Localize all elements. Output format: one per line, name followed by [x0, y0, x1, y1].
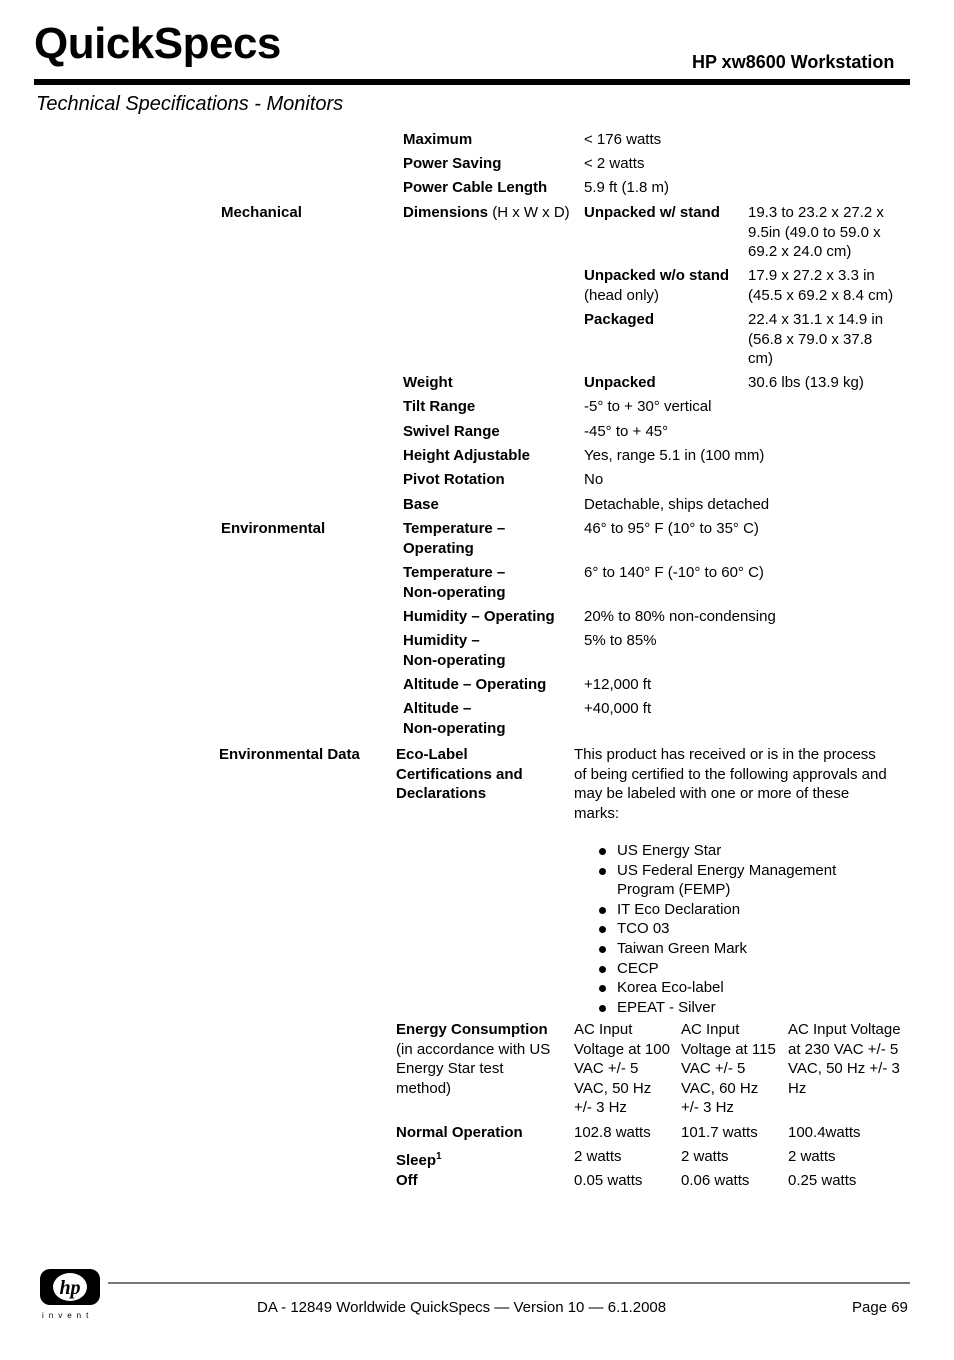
sleep-value-230v: 2 watts [788, 1148, 836, 1165]
label-line: Certifications and [396, 765, 523, 783]
swivel-label: Swivel Range [403, 423, 500, 440]
col-line: VAC +/- 5 [681, 1060, 746, 1078]
sleep-value-100v: 2 watts [574, 1148, 622, 1165]
footer-doc-info: DA - 12849 Worldwide QuickSpecs — Version 10 — 6.1.2008 [257, 1299, 667, 1316]
height-value: Yes, range 5.1 in (100 mm) [584, 447, 765, 464]
value-line: 19.3 to 23.2 x 27.2 x [748, 204, 884, 221]
off-label: Off [396, 1172, 418, 1189]
energy-column-115v [681, 1020, 776, 1118]
normal-value-100v: 102.8 watts [574, 1124, 651, 1141]
col-line: at 230 VAC +/- 5 [788, 1040, 899, 1058]
sleep-value-115v: 2 watts [681, 1148, 729, 1165]
label-line: Temperature – [403, 520, 506, 537]
normal-value-230v: 100.4watts [788, 1124, 861, 1141]
value-line: 17.9 x 27.2 x 3.3 in [748, 267, 875, 284]
spec-label: Power Cable Length [403, 179, 548, 196]
dimensions-label [403, 203, 570, 223]
hum-op-label: Humidity – Operating [403, 608, 555, 625]
label-line: Humidity – [403, 632, 480, 649]
spec-value: < 2 watts [584, 155, 645, 172]
label-line: Declarations [396, 785, 487, 803]
label-line: Eco-Label [396, 746, 468, 763]
header-rule [34, 79, 910, 85]
dimensions-note: (H x W x D) [488, 204, 570, 221]
category-mechanical: Mechanical [221, 204, 302, 221]
normal-operation-label: Normal Operation [396, 1124, 523, 1141]
normal-value-115v: 101.7 watts [681, 1124, 758, 1141]
value-line: (56.8 x 79.0 x 37.8 [748, 330, 873, 348]
page-number: Page 69 [852, 1299, 908, 1316]
text-line: marks: [574, 804, 619, 822]
sleep-label [396, 1147, 442, 1171]
hum-op-value: 20% to 80% non-condensing [584, 608, 776, 625]
temp-nonop-label [403, 563, 506, 602]
spec-label: Power Saving [403, 155, 502, 172]
off-value-115v: 0.06 watts [681, 1172, 750, 1189]
energy-column-100v [574, 1020, 670, 1118]
logo-text: hp [59, 1277, 81, 1299]
list-item-line: US Federal Energy Management [617, 861, 837, 879]
tilt-value: -5° to + 30° vertical [584, 398, 712, 415]
col-line: +/- 3 Hz [681, 1099, 734, 1117]
section-subtitle: Technical Specifications - Monitors [36, 93, 344, 115]
label-line: Altitude – [403, 700, 472, 717]
energy-label [396, 1020, 550, 1098]
value-line: 69.2 x 24.0 cm) [748, 243, 852, 261]
text-line: of being certified to the following approvals and [574, 765, 887, 783]
label-line: Non-operating [403, 583, 506, 601]
list-item: US Energy Star [598, 841, 836, 861]
alt-nonop-value: +40,000 ft [584, 700, 652, 717]
weight-sub-label: Unpacked [584, 374, 656, 391]
list-item: Korea Eco-label [598, 978, 836, 998]
certification-list [598, 841, 836, 1017]
col-line: Hz [788, 1079, 807, 1097]
label-note: method) [396, 1079, 452, 1097]
list-item: CECP [598, 959, 836, 979]
col-line: AC Input [574, 1021, 633, 1038]
base-label: Base [403, 496, 439, 513]
weight-value: 30.6 lbs (13.9 kg) [748, 374, 864, 391]
footer-rule [108, 1282, 910, 1284]
list-item: EPEAT - Silver [598, 998, 836, 1018]
list-item: IT Eco Declaration [598, 900, 836, 920]
col-line: VAC, 60 Hz [681, 1079, 759, 1097]
spec-label: Maximum [403, 131, 473, 148]
base-value: Detachable, ships detached [584, 496, 770, 513]
hum-nonop-label [403, 631, 506, 670]
pivot-value: No [584, 471, 604, 488]
spec-value: < 176 watts [584, 131, 662, 148]
list-item [598, 861, 836, 900]
footnote-marker: 1 [436, 1151, 442, 1162]
off-value-230v: 0.25 watts [788, 1172, 857, 1189]
value-line: 9.5in (49.0 to 59.0 x [748, 223, 881, 241]
hp-logo-icon [40, 1269, 100, 1305]
label-line: Unpacked w/o stand [584, 267, 730, 284]
temp-op-label [403, 519, 505, 558]
label-note: (head only) [584, 286, 660, 304]
alt-nonop-label [403, 699, 506, 738]
label-line: Non-operating [403, 719, 506, 737]
value-line: (45.5 x 69.2 x 8.4 cm) [748, 286, 894, 304]
alt-op-label: Altitude – Operating [403, 676, 547, 693]
label-note: (in accordance with US [396, 1040, 551, 1058]
text-line: may be labeled with one or more of these [574, 785, 850, 803]
col-line: VAC +/- 5 [574, 1060, 639, 1078]
list-item: Taiwan Green Mark [598, 939, 836, 959]
value-line: cm) [748, 350, 773, 368]
pivot-label: Pivot Rotation [403, 471, 505, 488]
hum-nonop-value: 5% to 85% [584, 632, 657, 649]
col-line: VAC, 50 Hz +/- 3 [788, 1060, 900, 1078]
tilt-label: Tilt Range [403, 398, 476, 415]
unpacked-stand-value [748, 203, 884, 262]
label-note: Energy Star test [396, 1060, 504, 1078]
unpacked-nostand-value [748, 266, 893, 305]
text-line: This product has received or is in the process [574, 746, 876, 763]
eco-description [574, 745, 887, 823]
col-line: AC Input Voltage [788, 1021, 901, 1038]
energy-column-230v [788, 1020, 910, 1098]
label-line: Temperature – [403, 564, 506, 581]
label-line: Energy Consumption [396, 1021, 548, 1038]
unpacked-stand-label: Unpacked w/ stand [584, 204, 720, 221]
logo-tagline: invent [42, 1311, 94, 1320]
col-line: AC Input [681, 1021, 740, 1038]
col-line: Voltage at 100 [574, 1040, 670, 1058]
packaged-label: Packaged [584, 311, 655, 328]
value-line: 22.4 x 31.1 x 14.9 in [748, 311, 884, 328]
alt-op-value: +12,000 ft [584, 676, 652, 693]
col-line: VAC, 50 Hz [574, 1079, 652, 1097]
col-line: +/- 3 Hz [574, 1099, 627, 1117]
product-name: HP xw8600 Workstation [692, 52, 895, 72]
list-item-line: Program (FEMP) [617, 881, 731, 899]
height-label: Height Adjustable [403, 447, 530, 464]
category-environmental: Environmental [221, 520, 326, 537]
swivel-value: -45° to + 45° [584, 423, 669, 440]
unpacked-nostand-label [584, 266, 729, 305]
temp-op-value: 46° to 95° F (10° to 35° C) [584, 520, 759, 537]
col-line: Voltage at 115 [681, 1040, 776, 1058]
spec-value: 5.9 ft (1.8 m) [584, 179, 670, 196]
label-line: Non-operating [403, 651, 506, 669]
brand-title: QuickSpecs [34, 19, 281, 68]
sleep-text: Sleep [396, 1152, 437, 1169]
list-item: TCO 03 [598, 919, 836, 939]
category-environmental-data: Environmental Data [219, 746, 360, 763]
packaged-value [748, 310, 883, 369]
dimensions-title: Dimensions [403, 204, 489, 221]
eco-label [396, 745, 523, 804]
temp-nonop-value: 6° to 140° F (-10° to 60° C) [584, 564, 764, 581]
weight-label: Weight [403, 374, 453, 391]
label-line: Operating [403, 539, 474, 557]
off-value-100v: 0.05 watts [574, 1172, 643, 1189]
